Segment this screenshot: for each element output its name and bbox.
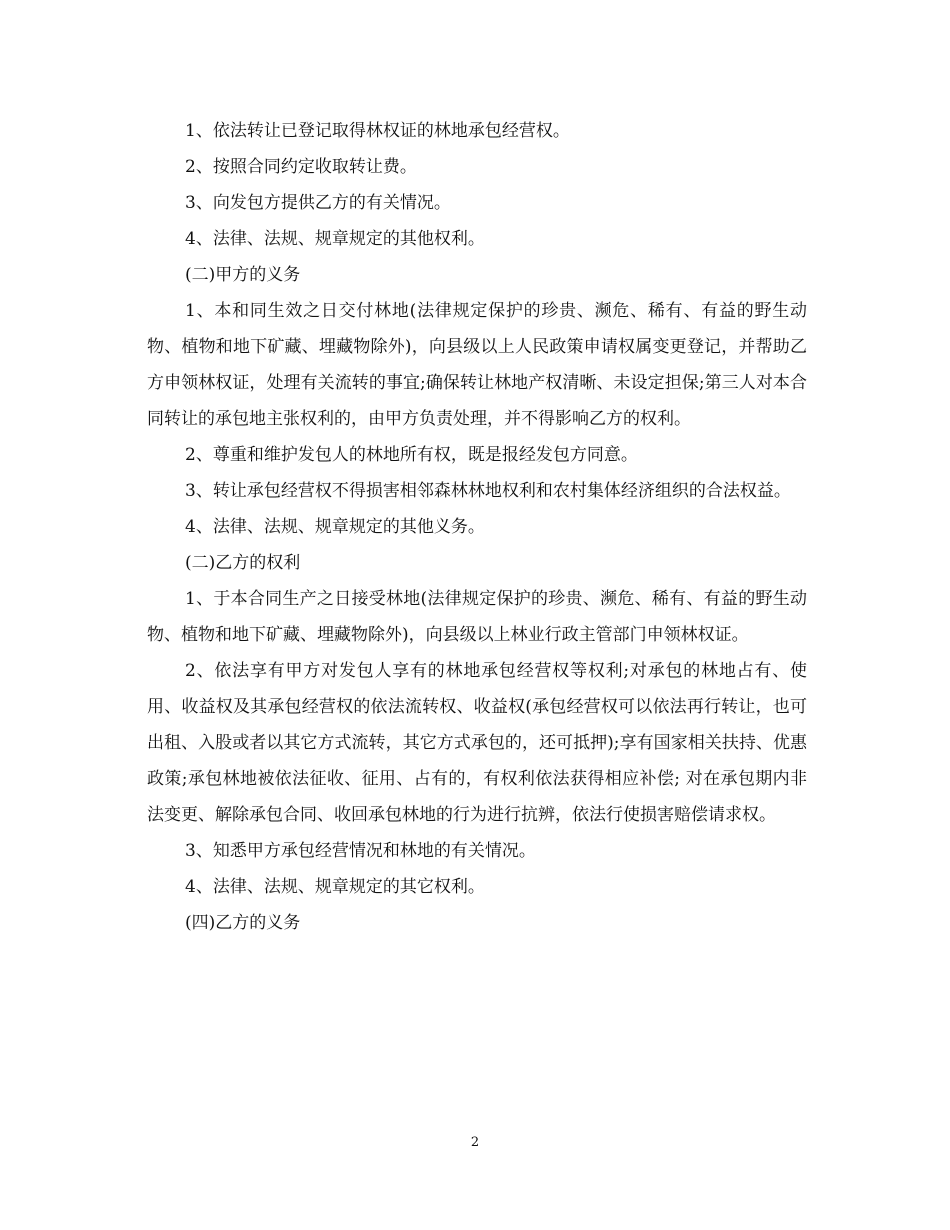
paragraph: 1、本和同生效之日交付林地(法律规定保护的珍贵、濒危、稀有、有益的野生动物、植物和地下矿藏、埋藏物除外)，向县级以上人民政策申请权属变更登记，并帮助乙方申领林权证，处理有关流转的事宜;确保转让林地产权清晰、未设定担保;第三人对本合同转让的承包地主张权利的，由甲方负责处理，并不得影响乙方的权利。 [147, 301, 807, 429]
section-heading: (二)甲方的义务 [185, 265, 301, 285]
paragraph: 1、于本合同生产之日接受林地(法律规定保护的珍贵、濒危、稀有、有益的野生动物、植物和地下矿藏、埋藏物除外)，向县级以上林业行政主管部门申领林权证。 [147, 589, 807, 645]
paragraph: 3、转让承包经营权不得损害相邻森林林地权利和农村集体经济组织的合法权益。 [185, 481, 791, 501]
paragraph: 4、法律、法规、规章规定的其他权利。 [185, 229, 485, 249]
body-text [147, 113, 807, 941]
section-heading: (二)乙方的权利 [185, 553, 301, 573]
paragraph: 2、尊重和维护发包人的林地所有权，既是报经发包方同意。 [185, 445, 638, 465]
section-heading: (四)乙方的义务 [185, 913, 301, 933]
page-number: 2 [470, 1135, 480, 1150]
paragraph: 4、法律、法规、规章规定的其它权利。 [185, 877, 485, 897]
paragraph: 2、按照合同约定收取转让费。 [185, 157, 417, 177]
paragraph: 3、向发包方提供乙方的有关情况。 [185, 193, 451, 213]
paragraph: 2、依法享有甲方对发包人享有的林地承包经营权等权利;对承包的林地占有、使用、收益权及其承包经营权的依法流转权、收益权(承包经营权可以依法再行转让，也可出租、入股或者以其它方式流转，其它方式承包的，还可抵押);享有国家相关扶持、优惠政策;承包林地被依法征收、征用、占有的，有权利依法获得相应补偿; 对在承包期内非法变更、解除承包合同、收回承包林地的行为进行抗辨，依法行使损害赔偿请求权。 [147, 661, 807, 825]
paragraph: 1、依法转让已登记取得林权证的林地承包经营权。 [185, 121, 570, 141]
paragraph: 4、法律、法规、规章规定的其他义务。 [185, 517, 485, 537]
paragraph: 3、知悉甲方承包经营情况和林地的有关情况。 [185, 841, 536, 861]
